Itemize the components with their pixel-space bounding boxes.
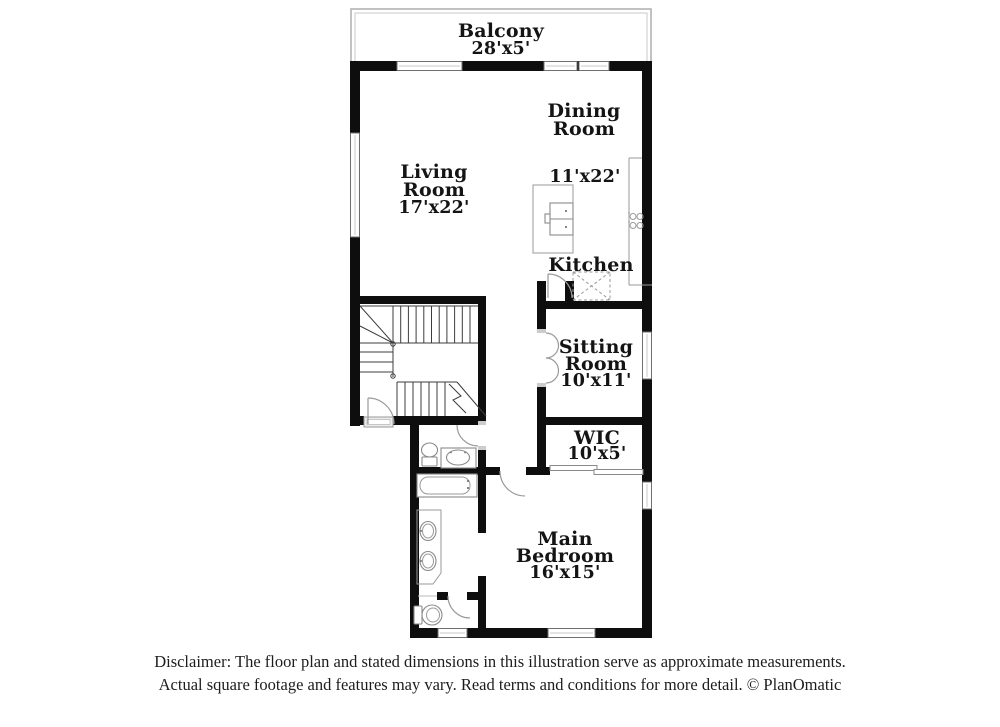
label-bedroom-2: Bedroom — [515, 545, 615, 567]
wall-toilet-closet-a — [437, 592, 448, 600]
label-kitchen: Kitchen — [548, 254, 634, 276]
label-sitting-dim: 10'x11' — [560, 371, 632, 391]
wic-sliding-door — [550, 466, 643, 475]
label-living-dim: 17'x22' — [398, 198, 470, 218]
wall-toilet-closet-b — [467, 592, 486, 600]
label-living-2: Room — [402, 179, 466, 201]
label-dining-2: Room — [552, 118, 616, 140]
sitting-room-french-doors — [537, 329, 559, 387]
label-sitting-1: Sitting — [558, 336, 634, 358]
label-dining-1: Dining — [547, 100, 621, 122]
label-kitchen-dim: 11'x22' — [549, 167, 621, 187]
wall-left-upper — [350, 61, 360, 426]
disclaimer — [0, 650, 1000, 696]
bathtub — [417, 474, 477, 497]
window — [438, 629, 467, 638]
label-balcony-dim: 28'x5' — [471, 39, 531, 59]
label-wic-dim: 10'x5' — [567, 444, 627, 464]
main-bedroom-door — [500, 471, 525, 496]
label-bedroom-dim: 16'x15' — [529, 563, 601, 583]
wall-left-lower — [410, 418, 419, 638]
wall-living-bottom — [350, 296, 486, 304]
label-balcony: Balcony — [457, 20, 545, 42]
window — [548, 629, 595, 638]
window — [643, 482, 652, 509]
powder-sink — [441, 448, 476, 468]
disclaimer-line-2: Actual square footage and features may vary. Read terms and conditions for more detail. © PlanOmatic — [158, 675, 842, 694]
window — [643, 332, 652, 379]
label-wic: WIC — [574, 427, 620, 449]
wall-closet-right — [478, 576, 486, 638]
powder-toilet — [422, 443, 438, 466]
window — [579, 62, 609, 71]
wall-sitting-wic — [537, 417, 652, 425]
toilet-closet-door — [448, 596, 470, 618]
wall-sitting-top — [546, 301, 652, 309]
kitchen-sink — [545, 203, 573, 235]
label-sitting-2: Room — [564, 353, 628, 375]
window — [351, 133, 360, 237]
wall-wic-bottom-stub — [537, 467, 550, 475]
label-living-1: Living — [400, 161, 468, 183]
wall-kitchen-post-left — [537, 281, 546, 333]
staircase — [360, 306, 486, 416]
window — [397, 62, 462, 71]
entry-door — [364, 398, 394, 427]
disclaimer-line-1: Disclaimer: The floor plan and stated dimensions in this illustration serve as approximate measurements. — [154, 652, 846, 671]
label-bedroom-1: Main — [537, 528, 593, 550]
pantry — [573, 272, 610, 300]
window — [544, 62, 577, 71]
stove — [628, 212, 643, 228]
double-vanity — [417, 510, 441, 584]
